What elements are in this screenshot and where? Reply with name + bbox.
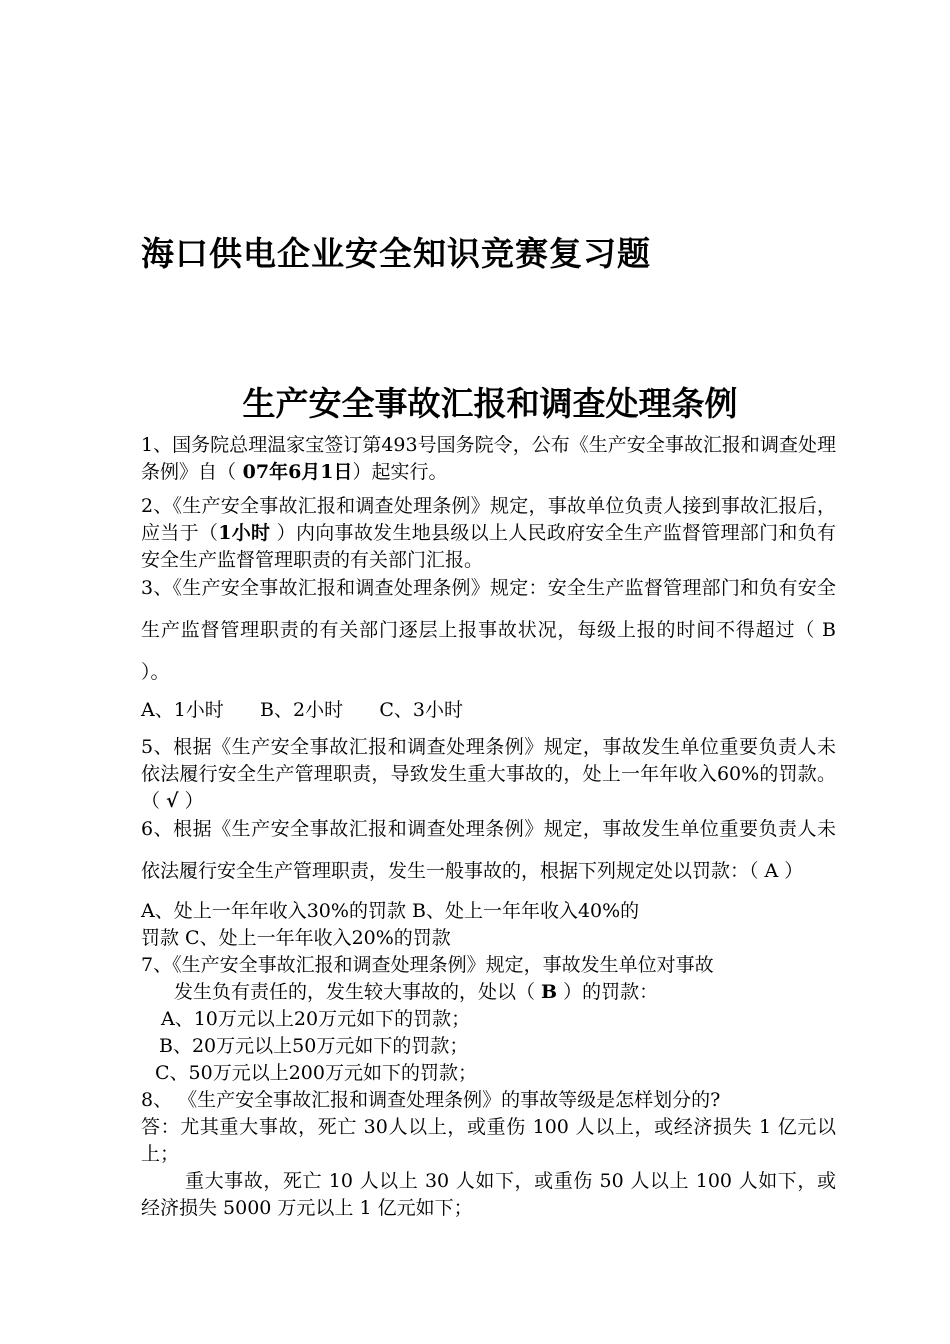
question-1-text: 1、国务院总理温家宝签订第493号国务院令，公布《生产安全事故汇报和调查处理条例》自（ — [141, 434, 836, 483]
question-3: 3、《生产安全事故汇报和调查处理条例》规定：安全生产监督管理部门和负有安全生产监督管理职责的有关部门逐层上报事故状况，每级上报的时间不得超过（ B ）。 — [141, 577, 836, 683]
question-7-text-end: ）的罚款： — [557, 981, 659, 1003]
question-2-answer: 1小时 — [218, 522, 271, 544]
question-6-options-line-1: A、处上一年年收入30%的罚款 B、处上一年年收入40%的 — [141, 900, 640, 922]
question-5 — [141, 734, 836, 815]
question-7-line-2 — [141, 979, 836, 1006]
question-8-answer-1: 答：尤其重大事故，死亡 30人以上，或重伤 100 人以上，或经济损失 1 亿元以上； — [141, 1116, 836, 1165]
question-5-text-end: ） — [178, 790, 204, 812]
question-2 — [141, 493, 836, 574]
document-body — [141, 432, 836, 1222]
question-8: 8、 《生产安全事故汇报和调查处理条例》的事故等级是怎样划分的? — [141, 1089, 721, 1111]
question-2-text: 2、《生产安全事故汇报和调查处理条例》规定，事故单位负责人接到事故汇报后，应当于（ — [141, 495, 836, 544]
document-title: 海口供电企业安全知识竞赛复习题 — [141, 234, 651, 273]
question-7-answer: B — [541, 981, 558, 1003]
question-8-answer-2: 重大事故，死亡 10 人以上 30 人如下，或重伤 50 人以上 100 人如下，或经济损失 5000 万元以上 1 亿元如下； — [141, 1170, 836, 1219]
question-5-text: 5、根据《生产安全事故汇报和调查处理条例》规定，事故发生单位重要负责人未依法履行安全生产管理职责，导致发生重大事故的，处上一年年收入60%的罚款。（ — [141, 736, 836, 812]
question-1-answer: 07年6月1日 — [236, 461, 353, 483]
question-7-option-c: C、50万元以上200万元如下的罚款； — [155, 1062, 477, 1084]
question-1-text-end: ）起实行。 — [352, 461, 448, 483]
section-title: 生产安全事故汇报和调查处理条例 — [242, 384, 738, 423]
question-3-options: A、1小时 B、2小时 C、3小时 — [141, 699, 463, 721]
question-7-line-1: 7、《生产安全事故汇报和调查处理条例》规定，事故发生单位对事故 — [141, 954, 714, 976]
question-1 — [141, 432, 836, 486]
question-5-check-mark: √ — [166, 790, 179, 812]
question-6: 6、根据《生产安全事故汇报和调查处理条例》规定，事故发生单位重要负责人未依法履行安全生产管理职责，发生一般事故的，根据下列规定处以罚款：（ A ） — [141, 818, 836, 882]
question-6-options-line-2: 罚款 C、处上一年年收入20%的罚款 — [141, 927, 451, 949]
question-2-text-end: ）内向事故发生地县级以上人民政府安全生产监督管理部门和负有安全生产监督管理职责的有关部门汇报。 — [141, 522, 836, 571]
question-7-option-a: A、10万元以上20万元如下的罚款； — [161, 1008, 471, 1030]
question-7-text: 发生负有责任的，发生较大事故的，处以（ — [174, 981, 542, 1003]
question-7-option-b: B、20万元以上50万元如下的罚款； — [159, 1035, 469, 1057]
